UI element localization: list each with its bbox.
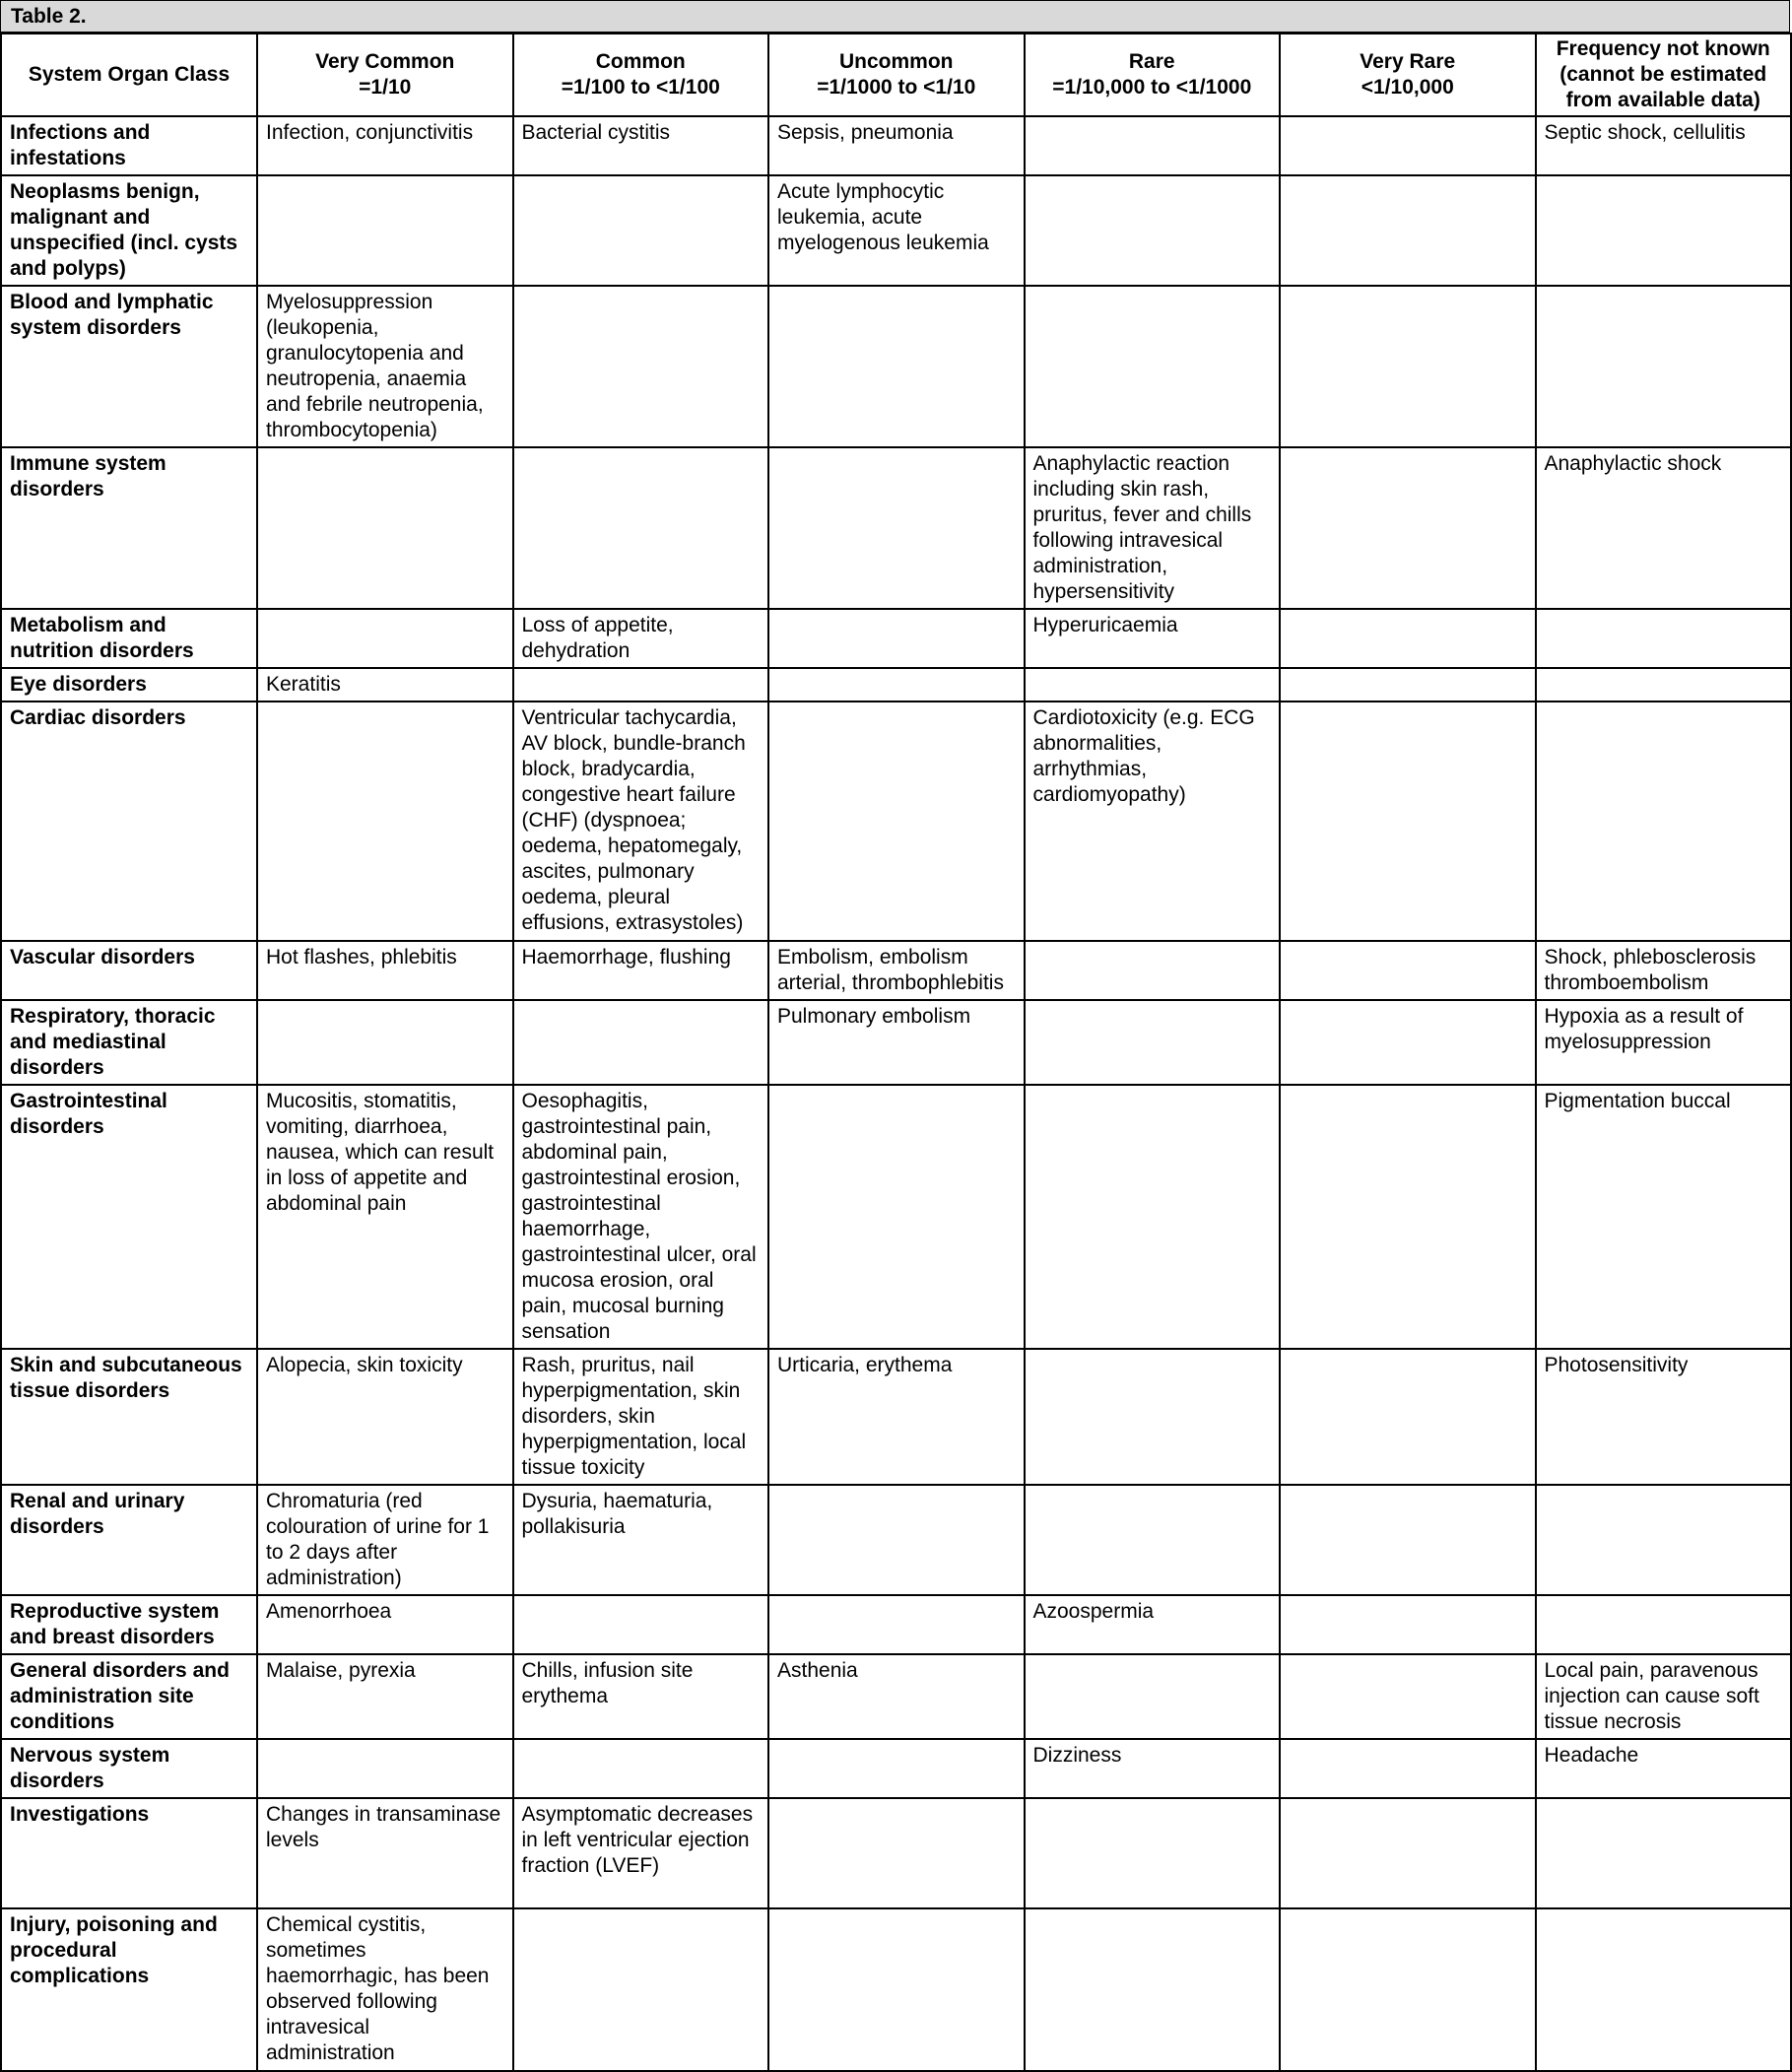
frequency-cell [1280, 1349, 1536, 1485]
frequency-cell: Changes in transaminase levels [257, 1798, 513, 1908]
frequency-cell [768, 1085, 1025, 1349]
frequency-cell: Urticaria, erythema [768, 1349, 1025, 1485]
table-row [1, 447, 1791, 609]
frequency-cell: Pigmentation buccal [1536, 1085, 1792, 1349]
frequency-cell [1536, 1595, 1792, 1654]
frequency-cell [1536, 609, 1792, 668]
frequency-cell [1025, 1485, 1281, 1595]
system-organ-class-cell: Reproductive system and breast disorders [1, 1595, 257, 1654]
frequency-cell: Anaphylactic shock [1536, 447, 1792, 609]
frequency-cell [1536, 1798, 1792, 1908]
frequency-cell [1280, 1000, 1536, 1085]
frequency-cell: Chemical cystitis, sometimes haemorrhagic, has been observed following intravesical administration [257, 1908, 513, 2071]
frequency-cell: Rash, pruritus, nail hyperpigmentation, skin disorders, skin hyperpigmentation, local tissue toxicity [513, 1349, 769, 1485]
frequency-cell [768, 609, 1025, 668]
system-organ-class-cell: Metabolism and nutrition disorders [1, 609, 257, 668]
frequency-cell [513, 668, 769, 702]
frequency-cell [513, 447, 769, 609]
table-row [1, 175, 1791, 286]
frequency-cell: Myelosuppression (leukopenia, granulocytopenia and neutropenia, anaemia and febrile neutropenia, thrombocytopenia) [257, 286, 513, 447]
column-header: Very Rare <1/10,000 [1280, 33, 1536, 116]
frequency-cell [1025, 116, 1281, 175]
column-header: Very Common =1/10 [257, 33, 513, 116]
frequency-cell: Septic shock, cellulitis [1536, 116, 1792, 175]
system-organ-class-cell: Eye disorders [1, 668, 257, 702]
frequency-cell: Photosensitivity [1536, 1349, 1792, 1485]
frequency-cell [1280, 286, 1536, 447]
frequency-cell [513, 286, 769, 447]
table-row [1, 941, 1791, 1000]
frequency-cell [1025, 1349, 1281, 1485]
frequency-cell: Loss of appetite, dehydration [513, 609, 769, 668]
frequency-cell [1280, 1085, 1536, 1349]
frequency-cell: Headache [1536, 1739, 1792, 1798]
frequency-cell: Shock, phlebosclerosis thromboembolism [1536, 941, 1792, 1000]
table-row [1, 1485, 1791, 1595]
system-organ-class-cell: Renal and urinary disorders [1, 1485, 257, 1595]
frequency-cell [1025, 1000, 1281, 1085]
table-row [1, 1654, 1791, 1739]
frequency-cell [1025, 668, 1281, 702]
frequency-cell [257, 447, 513, 609]
system-organ-class-cell: Neoplasms benign, malignant and unspecified (incl. cysts and polyps) [1, 175, 257, 286]
frequency-cell: Hyperuricaemia [1025, 609, 1281, 668]
column-header: Rare =1/10,000 to <1/1000 [1025, 33, 1281, 116]
frequency-cell [1536, 1485, 1792, 1595]
frequency-cell [1280, 116, 1536, 175]
table-row [1, 1739, 1791, 1798]
table-body [1, 116, 1791, 2071]
frequency-cell: Amenorrhoea [257, 1595, 513, 1654]
frequency-cell [768, 1595, 1025, 1654]
frequency-cell [1280, 1485, 1536, 1595]
frequency-cell [768, 1908, 1025, 2071]
table-row [1, 609, 1791, 668]
frequency-cell: Hot flashes, phlebitis [257, 941, 513, 1000]
frequency-cell [513, 1739, 769, 1798]
frequency-cell [1280, 702, 1536, 941]
frequency-cell [1280, 668, 1536, 702]
header-row [1, 33, 1791, 116]
frequency-cell: Dysuria, haematuria, pollakisuria [513, 1485, 769, 1595]
frequency-cell: Acute lymphocytic leukemia, acute myelogenous leukemia [768, 175, 1025, 286]
column-header: Uncommon =1/1000 to <1/10 [768, 33, 1025, 116]
table-row [1, 1085, 1791, 1349]
frequency-cell: Asthenia [768, 1654, 1025, 1739]
frequency-cell [768, 668, 1025, 702]
frequency-cell: Cardiotoxicity (e.g. ECG abnormalities, arrhythmias, cardiomyopathy) [1025, 702, 1281, 941]
frequency-cell [1025, 941, 1281, 1000]
frequency-cell: Keratitis [257, 668, 513, 702]
frequency-cell: Hypoxia as a result of myelosuppression [1536, 1000, 1792, 1085]
system-organ-class-cell: Respiratory, thoracic and mediastinal disorders [1, 1000, 257, 1085]
frequency-cell: Alopecia, skin toxicity [257, 1349, 513, 1485]
frequency-cell [513, 175, 769, 286]
frequency-cell [1280, 1739, 1536, 1798]
frequency-cell [768, 702, 1025, 941]
system-organ-class-cell: Immune system disorders [1, 447, 257, 609]
frequency-cell: Chromaturia (red colouration of urine for 1 to 2 days after administration) [257, 1485, 513, 1595]
frequency-cell [768, 1798, 1025, 1908]
frequency-cell [1536, 1908, 1792, 2071]
frequency-cell: Local pain, paravenous injection can cause soft tissue necrosis [1536, 1654, 1792, 1739]
frequency-cell: Bacterial cystitis [513, 116, 769, 175]
frequency-cell [1536, 702, 1792, 941]
frequency-cell [513, 1595, 769, 1654]
table-row [1, 1349, 1791, 1485]
frequency-cell [1280, 1595, 1536, 1654]
frequency-cell [257, 702, 513, 941]
frequency-cell [1536, 286, 1792, 447]
system-organ-class-cell: General disorders and administration site conditions [1, 1654, 257, 1739]
frequency-cell [257, 175, 513, 286]
frequency-cell: Pulmonary embolism [768, 1000, 1025, 1085]
frequency-cell [1025, 1908, 1281, 2071]
table-row [1, 1908, 1791, 2071]
frequency-cell [768, 1739, 1025, 1798]
frequency-cell [257, 609, 513, 668]
frequency-cell [1280, 1654, 1536, 1739]
frequency-cell [1025, 286, 1281, 447]
frequency-cell [1280, 1908, 1536, 2071]
frequency-cell [768, 286, 1025, 447]
frequency-cell [768, 1485, 1025, 1595]
frequency-cell [1280, 447, 1536, 609]
frequency-cell: Infection, conjunctivitis [257, 116, 513, 175]
frequency-cell [1025, 1085, 1281, 1349]
frequency-cell [257, 1739, 513, 1798]
frequency-cell [1025, 175, 1281, 286]
frequency-cell [1025, 1798, 1281, 1908]
frequency-cell: Oesophagitis, gastrointestinal pain, abdominal pain, gastrointestinal erosion, gastrointestinal haemorrhage, gastrointestinal ulcer, oral mucosa erosion, oral pain, mucosal burning sensation [513, 1085, 769, 1349]
system-organ-class-cell: Blood and lymphatic system disorders [1, 286, 257, 447]
column-header: Common =1/100 to <1/100 [513, 33, 769, 116]
table-row [1, 116, 1791, 175]
frequency-cell: Anaphylactic reaction including skin rash, pruritus, fever and chills following intravesical administration, hypersensitivity [1025, 447, 1281, 609]
system-organ-class-cell: Investigations [1, 1798, 257, 1908]
frequency-cell: Azoospermia [1025, 1595, 1281, 1654]
system-organ-class-cell: Infections and infestations [1, 116, 257, 175]
frequency-cell [513, 1908, 769, 2071]
frequency-cell: Asymptomatic decreases in left ventricular ejection fraction (LVEF) [513, 1798, 769, 1908]
frequency-cell [1280, 175, 1536, 286]
frequency-cell [1025, 1654, 1281, 1739]
frequency-cell: Malaise, pyrexia [257, 1654, 513, 1739]
system-organ-class-cell: Nervous system disorders [1, 1739, 257, 1798]
table-row [1, 702, 1791, 941]
frequency-cell [1536, 175, 1792, 286]
column-header: System Organ Class [1, 33, 257, 116]
frequency-cell: Embolism, embolism arterial, thrombophlebitis [768, 941, 1025, 1000]
frequency-cell: Haemorrhage, flushing [513, 941, 769, 1000]
table-row [1, 286, 1791, 447]
system-organ-class-cell: Cardiac disorders [1, 702, 257, 941]
adverse-reactions-table [0, 33, 1792, 2072]
frequency-cell: Dizziness [1025, 1739, 1281, 1798]
system-organ-class-cell: Gastrointestinal disorders [1, 1085, 257, 1349]
system-organ-class-cell: Vascular disorders [1, 941, 257, 1000]
system-organ-class-cell: Injury, poisoning and procedural complications [1, 1908, 257, 2071]
frequency-cell: Chills, infusion site erythema [513, 1654, 769, 1739]
frequency-cell [768, 447, 1025, 609]
table-title: Table 2. [0, 0, 1790, 33]
frequency-cell: Ventricular tachycardia, AV block, bundle-branch block, bradycardia, congestive heart failure (CHF) (dyspnoea; oedema, hepatomegaly, ascites, pulmonary oedema, pleural effusions, extrasystoles) [513, 702, 769, 941]
frequency-cell: Sepsis, pneumonia [768, 116, 1025, 175]
table-row [1, 1000, 1791, 1085]
table-row [1, 1595, 1791, 1654]
column-header: Frequency not known (cannot be estimated from available data) [1536, 33, 1792, 116]
frequency-cell [1280, 609, 1536, 668]
table-row [1, 668, 1791, 702]
frequency-cell [1280, 941, 1536, 1000]
frequency-cell: Mucositis, stomatitis, vomiting, diarrhoea, nausea, which can result in loss of appetite and abdominal pain [257, 1085, 513, 1349]
frequency-cell [1536, 668, 1792, 702]
frequency-cell [1280, 1798, 1536, 1908]
frequency-cell [513, 1000, 769, 1085]
table-row [1, 1798, 1791, 1908]
frequency-cell [257, 1000, 513, 1085]
system-organ-class-cell: Skin and subcutaneous tissue disorders [1, 1349, 257, 1485]
